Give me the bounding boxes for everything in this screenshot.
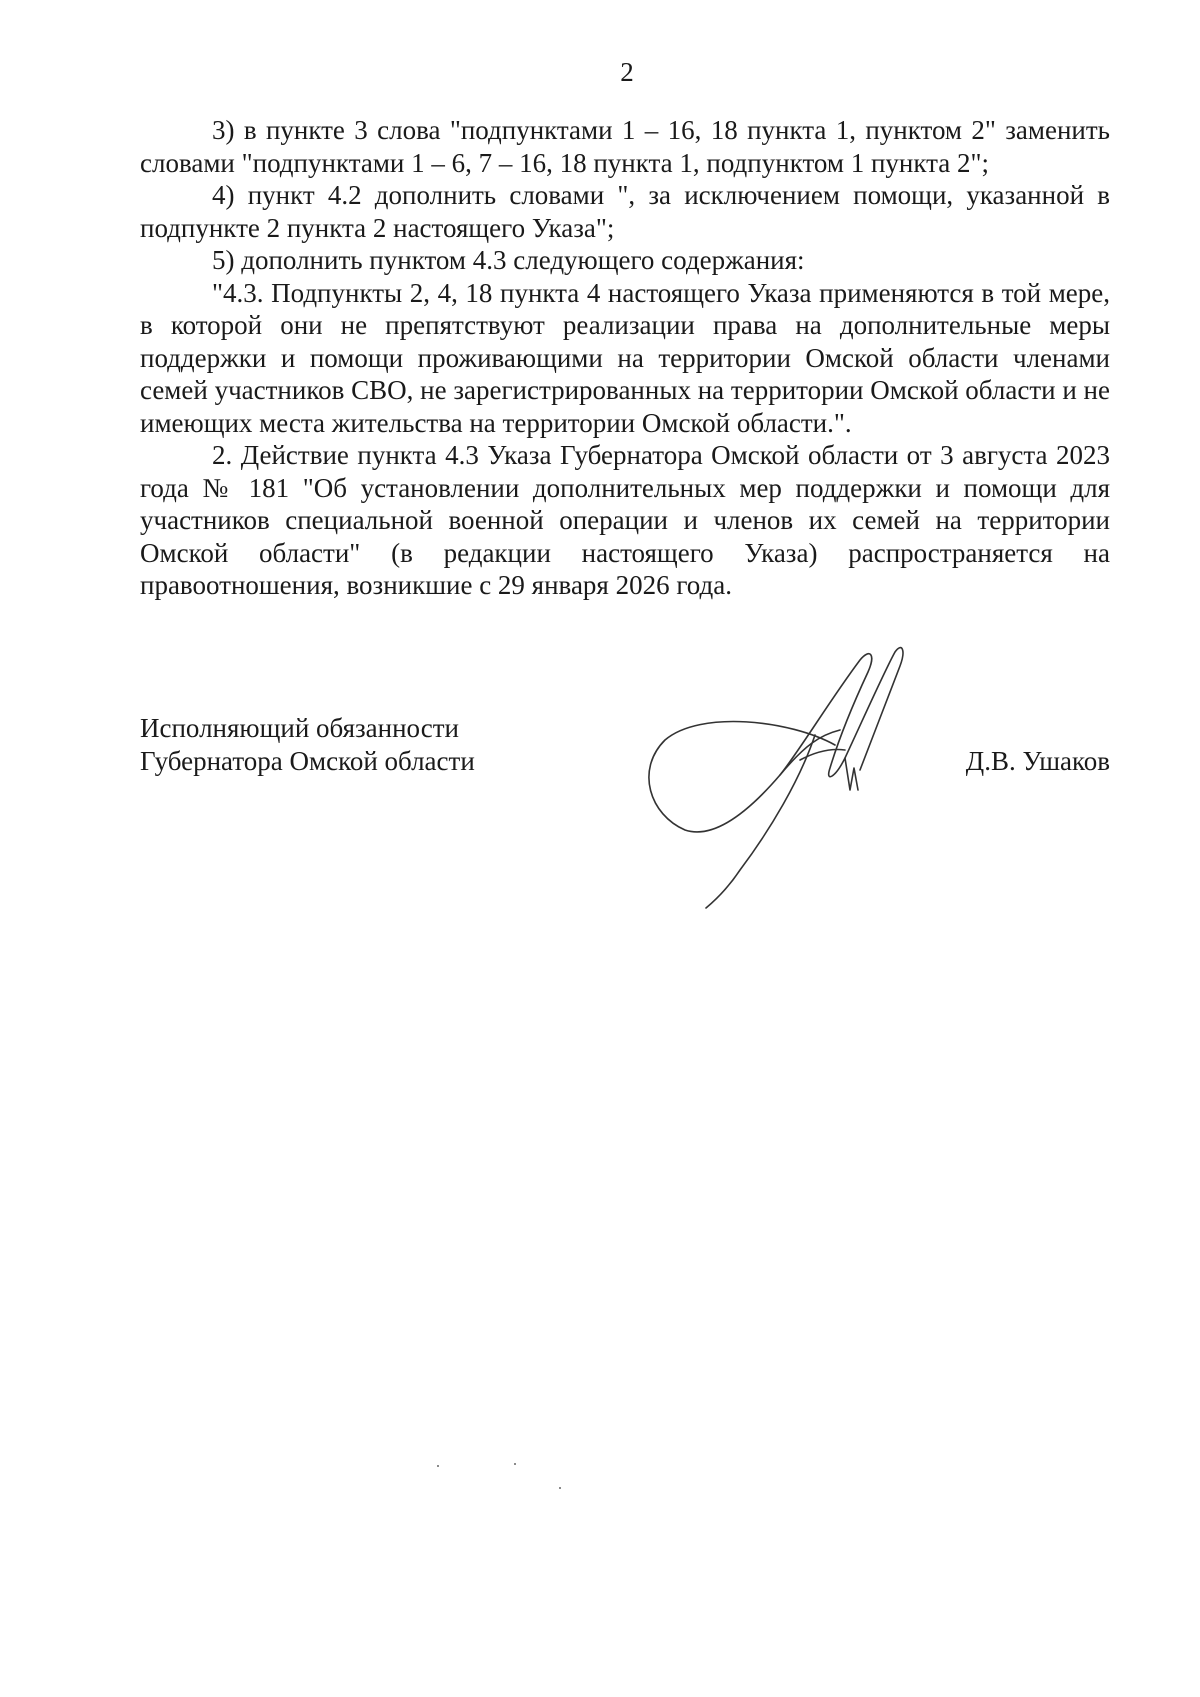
document-body <box>140 114 1110 602</box>
paragraph-item-3: 3) в пункте 3 слова "подпунктами 1 – 16, 18 пункта 1, пунктом 2" заменить словами "подпунктами 1 – 6, 7 – 16, 18 пункта 1, подпунктом 1 пункта 2"; <box>140 115 1110 178</box>
paragraph-section-2: 2. Действие пункта 4.3 Указа Губернатора Омской области от 3 августа 2023 года № 181 "Об установлении дополнительных мер поддержки и помощи для участников специальной военной операции и членов их семей на территории Омской области" (в редакции настоящего Указа) распространяется на правоотношения, возникшие с 29 января 2026 года. <box>140 440 1110 600</box>
paragraph-item-5: 5) дополнить пунктом 4.3 следующего содержания: <box>212 245 805 275</box>
paragraph-quoted-4-3: "4.3. Подпункты 2, 4, 18 пункта 4 настоящего Указа применяются в той мере, в которой они не препятствуют реализации права на дополнительные меры поддержки и помощи проживающими на территории Омской области членами семей участников СВО, не зарегистрированных на территории Омской области и не имеющих места жительства на территории Омской области.". <box>140 277 1110 438</box>
signatory-position-line1: Исполняющий обязанности <box>140 713 459 743</box>
handwritten-signature <box>640 640 990 920</box>
signatory-position-line2: Губернатора Омской области <box>140 745 475 776</box>
paragraph-item-4: 4) пункт 4.2 дополнить словами ", за исключением помощи, указанной в подпункте 2 пункта 2 настоящего Указа"; <box>140 180 1110 243</box>
signatory-name: Д.В. Ушаков <box>965 746 1110 776</box>
signatory-position <box>140 712 475 777</box>
page-number: 2 <box>620 57 634 87</box>
